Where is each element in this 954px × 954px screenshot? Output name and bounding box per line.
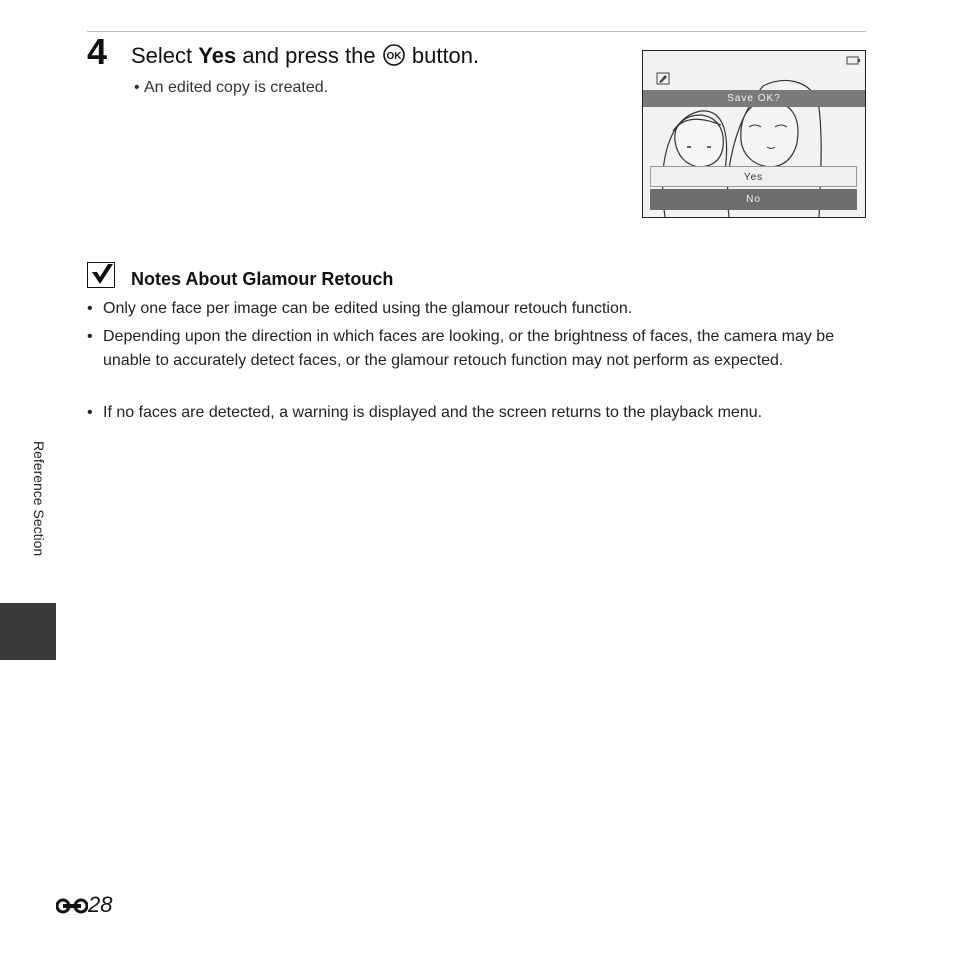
- page-number: 28: [56, 892, 112, 920]
- option-yes[interactable]: Yes: [650, 166, 857, 187]
- step-title: Select Yes and press the OK button.: [131, 43, 480, 68]
- reference-icon: [56, 896, 88, 916]
- section-tab: [0, 603, 56, 660]
- step-bullet: • An edited copy is created.: [134, 79, 329, 96]
- yes-label: Yes: [198, 43, 237, 68]
- note-item: • If no faces are detected, a warning is displayed and the screen returns to the playback menu.: [87, 404, 763, 421]
- note-item: • Only one face per image can be edited using the glamour retouch function.: [87, 300, 633, 317]
- svg-text:OK: OK: [386, 51, 402, 62]
- check-icon: [87, 262, 117, 288]
- section-label: Reference Section: [31, 441, 47, 557]
- ok-button-icon: [383, 44, 405, 66]
- step-number: 4: [87, 31, 108, 72]
- top-rule: [87, 31, 866, 32]
- notes-title: Notes About Glamour Retouch: [131, 269, 394, 289]
- note-item: • Depending upon the direction in which faces are looking, or the brightness of faces, the camera may be unable to accurately detect faces, or the glamour retouch function may not perform as expected.: [87, 328, 835, 369]
- option-no[interactable]: No: [650, 189, 857, 210]
- save-prompt: Save OK?: [643, 90, 865, 107]
- camera-screen: [642, 50, 866, 218]
